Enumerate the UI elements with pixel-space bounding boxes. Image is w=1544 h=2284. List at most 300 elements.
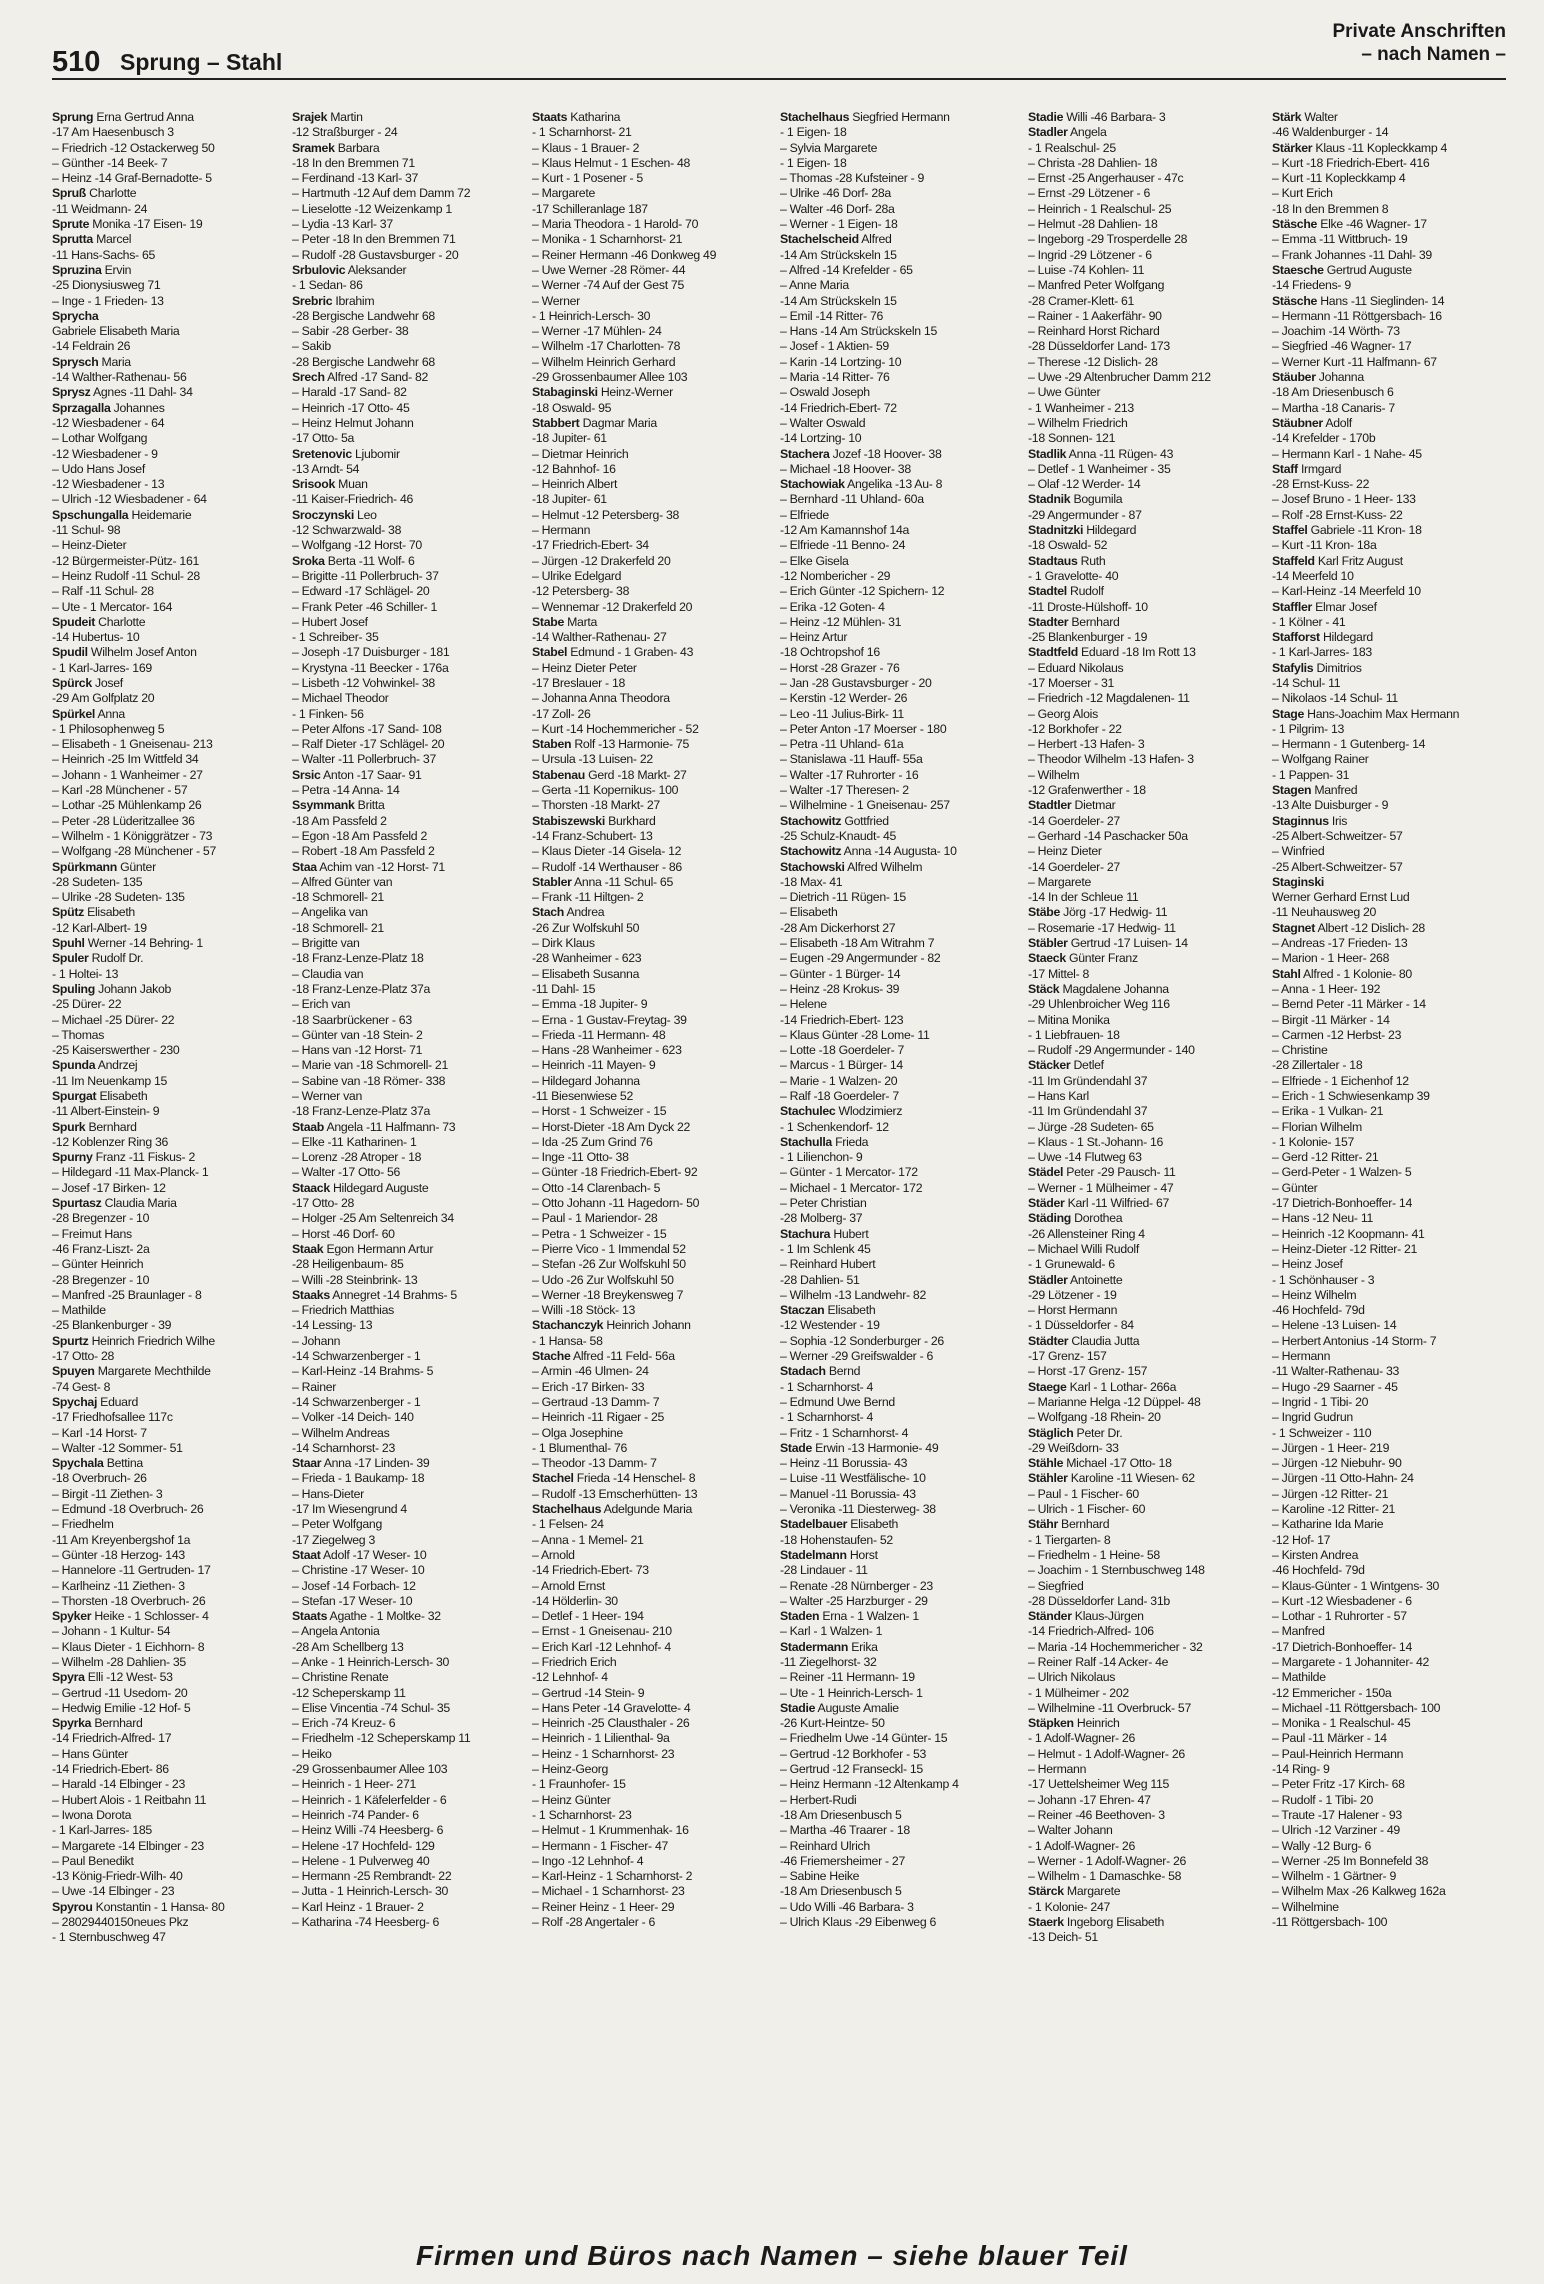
surname: Städter xyxy=(1028,1333,1069,1348)
directory-entry xyxy=(1028,1074,1262,1089)
entry-text: – Uwe Günter xyxy=(1028,385,1101,400)
surname: Stärker xyxy=(1272,140,1313,155)
directory-entry xyxy=(292,1074,526,1089)
entry-text: Charlotte xyxy=(86,186,137,201)
directory-entry xyxy=(1272,217,1506,232)
entry-text: -17 Uettelsheimer Weg 115 xyxy=(1028,1777,1170,1792)
directory-entry xyxy=(780,1731,1014,1746)
directory-entry xyxy=(532,1839,766,1854)
entry-text: – Ferdinand -13 Karl- 37 xyxy=(292,171,419,186)
directory-entry xyxy=(292,630,526,645)
directory-entry xyxy=(532,1441,766,1456)
entry-text: Willi -46 Barbara- 3 xyxy=(1063,110,1166,124)
surname: Stabe xyxy=(532,614,564,629)
surname: Sroczynski xyxy=(292,507,354,522)
surname: Stäbler xyxy=(1028,936,1068,951)
entry-text: Iris xyxy=(1328,813,1348,828)
directory-entry xyxy=(52,508,286,523)
entry-text: -12 Emmericher - 150a xyxy=(1272,1685,1392,1700)
directory-entry xyxy=(532,538,766,553)
directory-entry xyxy=(292,676,526,691)
directory-entry xyxy=(1272,554,1506,569)
directory-entry xyxy=(532,844,766,859)
entry-text: – Hartmuth -12 Auf dem Damm 72 xyxy=(292,186,471,201)
entry-text: – Hubert Josef xyxy=(292,614,368,629)
directory-entry xyxy=(780,661,1014,676)
directory-entry xyxy=(292,1410,526,1425)
entry-text: – Klaus Günter -28 Lome- 11 xyxy=(780,1027,930,1042)
entry-text: Katharina xyxy=(567,110,621,124)
entry-text: – Lotte -18 Goerdeler- 7 xyxy=(780,1043,905,1058)
directory-entry xyxy=(1272,1013,1506,1028)
directory-entry xyxy=(780,752,1014,767)
directory-entry xyxy=(52,1303,286,1318)
directory-entry xyxy=(532,967,766,982)
entry-text: Alfred Wilhelm xyxy=(844,859,923,874)
directory-entry xyxy=(292,1150,526,1165)
entry-text: -18 Ochtropshof 16 xyxy=(780,645,880,660)
entry-text: – Mitina Monika xyxy=(1028,1012,1110,1027)
entry-text: – Peter Fritz -17 Kirch- 68 xyxy=(1272,1777,1405,1792)
entry-text: – Rudolf -14 Werthauser - 86 xyxy=(532,859,682,874)
directory-entry xyxy=(52,982,286,997)
directory-entry xyxy=(292,1089,526,1104)
directory-entry xyxy=(1272,722,1506,737)
entry-text: – Jürgen - 1 Heer- 219 xyxy=(1272,1440,1390,1455)
directory-entry xyxy=(1028,1854,1262,1869)
surname: Stähler xyxy=(1028,1471,1068,1486)
entry-text: – Lisbeth -12 Vohwinkel- 38 xyxy=(292,675,435,690)
entry-text: – Klaus Helmut - 1 Eschen- 48 xyxy=(532,155,691,170)
entry-text: – Wilhelm Friedrich xyxy=(1028,415,1128,430)
entry-text: - 1 Scharnhorst- 23 xyxy=(532,1807,632,1822)
directory-entry xyxy=(1272,584,1506,599)
directory-entry xyxy=(1272,1242,1506,1257)
entry-text: Anna -17 Linden- 39 xyxy=(321,1456,430,1471)
entry-text: – Werner - 1 Adolf-Wagner- 26 xyxy=(1028,1853,1187,1868)
directory-entry xyxy=(1028,1655,1262,1670)
entry-text: -17 Otto- 28 xyxy=(292,1196,355,1211)
directory-entry xyxy=(532,1777,766,1792)
entry-text: Andrea xyxy=(564,905,605,920)
entry-text: -14 Walther-Rathenau- 56 xyxy=(52,370,187,385)
surname: Stadelmann xyxy=(780,1547,847,1562)
surname: Stärck xyxy=(1028,1884,1064,1899)
surname: Stachulla xyxy=(780,1134,832,1149)
entry-text: Josef xyxy=(91,675,123,690)
directory-entry xyxy=(52,554,286,569)
directory-entry xyxy=(532,385,766,400)
directory-entry xyxy=(292,1594,526,1609)
entry-text: – Heinz -12 Mühlen- 31 xyxy=(780,614,902,629)
directory-entry xyxy=(1028,829,1262,844)
directory-entry xyxy=(52,1089,286,1104)
directory-entry xyxy=(780,600,1014,615)
directory-entry xyxy=(52,1318,286,1333)
surname: Srebric xyxy=(292,293,333,308)
entry-text: - 1 Im Schlenk 45 xyxy=(780,1241,871,1256)
entry-text: Rolf -13 Harmonie- 75 xyxy=(571,737,689,752)
entry-text: – Friedhelm Uwe -14 Günter- 15 xyxy=(780,1731,948,1746)
directory-entry xyxy=(780,217,1014,232)
directory-entry xyxy=(532,1731,766,1746)
entry-text: Burkhard xyxy=(604,813,656,828)
directory-entry xyxy=(1028,1318,1262,1333)
directory-entry xyxy=(532,798,766,813)
directory-entry xyxy=(1028,1135,1262,1150)
surname: Stäcker xyxy=(1028,1058,1071,1073)
entry-text: – Birgit -11 Ziethen- 3 xyxy=(52,1486,163,1501)
surname: Spruzina xyxy=(52,262,102,277)
entry-text: Elmar Josef xyxy=(1311,599,1377,614)
directory-entry xyxy=(292,1854,526,1869)
entry-text: – Wilhelmine - 1 Gneisenau- 257 xyxy=(780,798,950,813)
entry-text: - 1 Karl-Jarres- 183 xyxy=(1272,645,1372,660)
directory-entry xyxy=(292,1670,526,1685)
directory-entry xyxy=(780,1533,1014,1548)
directory-entry xyxy=(52,1762,286,1777)
directory-entry xyxy=(1028,1594,1262,1609)
directory-entry xyxy=(780,707,1014,722)
directory-entry xyxy=(52,1793,286,1808)
directory-entry xyxy=(1028,1930,1262,1945)
entry-text: – Edward -17 Schlägel- 20 xyxy=(292,584,430,599)
directory-entry xyxy=(1028,1288,1262,1303)
directory-entry xyxy=(52,1364,286,1379)
entry-text: – Elise Vincentia -74 Schul- 35 xyxy=(292,1700,450,1715)
directory-entry xyxy=(292,554,526,569)
entry-text: Elisabeth xyxy=(824,1303,876,1318)
directory-entry xyxy=(52,783,286,798)
entry-text: – Josef - 1 Aktien- 59 xyxy=(780,339,889,354)
directory-entry xyxy=(780,1579,1014,1594)
entry-text: – Günter Heinrich xyxy=(52,1257,144,1272)
entry-text: – Peter Alfons -17 Sand- 108 xyxy=(292,721,442,736)
directory-entry xyxy=(1028,1517,1262,1532)
surname: Spyrou xyxy=(52,1899,93,1914)
directory-entry xyxy=(780,1839,1014,1854)
directory-entry xyxy=(1272,1089,1506,1104)
entry-text: – Katharina -74 Heesberg- 6 xyxy=(292,1915,440,1930)
entry-text: – Uwe -14 Elbinger - 23 xyxy=(52,1884,175,1899)
entry-text: – Ute - 1 Mercator- 164 xyxy=(52,599,173,614)
entry-text: Werner Gerhard Ernst Lud xyxy=(1272,890,1410,905)
entry-text: Gabriele Elisabeth Maria xyxy=(52,324,180,339)
entry-text: – Ingrid -29 Lötzener - 6 xyxy=(1028,247,1152,262)
entry-text: - 1 Hansa- 58 xyxy=(532,1333,603,1348)
directory-entry xyxy=(1028,508,1262,523)
directory-entry xyxy=(1272,1104,1506,1119)
entry-text: – Werner xyxy=(532,293,580,308)
directory-entry xyxy=(292,523,526,538)
directory-entry xyxy=(532,1579,766,1594)
entry-text: Anna -11 Schul- 65 xyxy=(571,874,673,889)
directory-entry xyxy=(780,630,1014,645)
entry-text: - 1 Kolonie- 157 xyxy=(1272,1134,1355,1149)
entry-text: -29 Grossenbaumer Allee 103 xyxy=(292,1762,448,1777)
directory-entry xyxy=(532,370,766,385)
surname: Staffel xyxy=(1272,523,1308,538)
surname: Srech xyxy=(292,370,325,385)
directory-entry xyxy=(1028,645,1262,660)
entry-text: – Reiner Hermann -46 Donkweg 49 xyxy=(532,247,717,262)
directory-entry xyxy=(1028,875,1262,890)
entry-text: – Ingeborg -29 Trosperdelle 28 xyxy=(1028,232,1188,247)
directory-entry xyxy=(1028,202,1262,217)
directory-entry xyxy=(1028,431,1262,446)
directory-entry xyxy=(52,1074,286,1089)
entry-text: – Traute -17 Halener - 93 xyxy=(1272,1807,1402,1822)
directory-entry xyxy=(1028,1150,1262,1165)
directory-entry xyxy=(1272,1441,1506,1456)
entry-text: -12 Wiesbadener - 64 xyxy=(52,415,165,430)
directory-entry xyxy=(52,707,286,722)
directory-entry xyxy=(532,1563,766,1578)
directory-entry xyxy=(780,538,1014,553)
surname: Spürck xyxy=(52,675,92,690)
entry-text: – Helmut - 1 Krummenhak- 16 xyxy=(532,1823,689,1838)
entry-text: -18 Jupiter- 61 xyxy=(532,492,607,507)
entry-text: – Karl - 1 Walzen- 1 xyxy=(780,1624,883,1639)
directory-entry xyxy=(1028,477,1262,492)
directory-entry xyxy=(1272,645,1506,660)
entry-text: – Paul - 1 Fischer- 60 xyxy=(1028,1486,1139,1501)
directory-entry xyxy=(1028,1900,1262,1915)
directory-entry xyxy=(780,447,1014,462)
entry-text: – Friedhelm -12 Scheperskamp 11 xyxy=(292,1731,471,1746)
directory-entry xyxy=(780,584,1014,599)
directory-entry xyxy=(52,1594,286,1609)
directory-entry xyxy=(52,661,286,676)
entry-text: – Christine -17 Weser- 10 xyxy=(292,1563,425,1578)
surname: Stadtfeld xyxy=(1028,645,1078,660)
directory-entry xyxy=(1028,1257,1262,1272)
entry-text: – Luise -74 Kohlen- 11 xyxy=(1028,262,1145,277)
directory-entry xyxy=(1028,737,1262,752)
directory-entry xyxy=(532,1227,766,1242)
directory-entry xyxy=(292,1731,526,1746)
entry-text: Albert -12 Dislich- 28 xyxy=(1315,920,1425,935)
directory-entry xyxy=(52,1288,286,1303)
entry-text: – Michael -11 Röttgersbach- 100 xyxy=(1272,1700,1441,1715)
entry-text: Peter -29 Pausch- 11 xyxy=(1063,1165,1176,1180)
surname: Staden xyxy=(780,1609,820,1624)
directory-entry xyxy=(52,339,286,354)
directory-entry xyxy=(292,1104,526,1119)
entry-text: -28 Ernst-Kuss- 22 xyxy=(1272,477,1370,492)
entry-text: – Hugo -29 Saarner - 45 xyxy=(1272,1379,1398,1394)
directory-entry xyxy=(292,1471,526,1486)
entry-text: Erna - 1 Walzen- 1 xyxy=(819,1609,919,1624)
directory-entry xyxy=(1028,1747,1262,1762)
entry-text: – Elfriede - 1 Eichenhof 12 xyxy=(1272,1073,1409,1088)
directory-entry xyxy=(780,1808,1014,1823)
entry-text: Karoline -11 Wiesen- 62 xyxy=(1067,1471,1195,1486)
directory-entry xyxy=(1028,661,1262,676)
entry-text: – Michael Theodor xyxy=(292,691,389,706)
entry-text: – Heinz Hermann -12 Altenkamp 4 xyxy=(780,1777,959,1792)
directory-entry xyxy=(1028,217,1262,232)
entry-text: -25 Dürer- 22 xyxy=(52,997,122,1012)
directory-entry xyxy=(532,737,766,752)
directory-entry xyxy=(780,462,1014,477)
entry-text: Elisabeth xyxy=(96,1089,148,1103)
directory-entry xyxy=(52,691,286,706)
surname: Stachelhaus xyxy=(532,1502,602,1517)
directory-entry xyxy=(1028,1165,1262,1180)
directory-entry xyxy=(532,1074,766,1089)
surname: Stach xyxy=(532,905,564,920)
directory-entry xyxy=(780,1563,1014,1578)
directory-entry xyxy=(1272,1043,1506,1058)
directory-entry xyxy=(1272,1609,1506,1624)
directory-entry xyxy=(1028,1227,1262,1242)
surname: Sroka xyxy=(292,553,325,568)
entry-text: – Günter van -18 Stein- 2 xyxy=(292,1027,423,1042)
directory-entry xyxy=(1028,814,1262,829)
directory-entry xyxy=(780,1364,1014,1379)
directory-entry xyxy=(292,431,526,446)
directory-entry xyxy=(1272,477,1506,492)
directory-entry xyxy=(1272,936,1506,951)
directory-entry xyxy=(1272,1288,1506,1303)
directory-entry xyxy=(52,1670,286,1685)
entry-text: – Ulrich - 1 Fischer- 60 xyxy=(1028,1502,1146,1517)
directory-entry xyxy=(292,1426,526,1441)
entry-text: -17 Ziegelweg 3 xyxy=(292,1532,375,1547)
directory-entry xyxy=(52,1441,286,1456)
entry-text: -11 Droste-Hülshoff- 10 xyxy=(1028,599,1148,614)
directory-entry xyxy=(1272,401,1506,416)
entry-text: – Joseph -17 Duisburger - 181 xyxy=(292,645,450,660)
surname: Stadelbauer xyxy=(780,1517,848,1532)
entry-text: – Peter Wolfgang xyxy=(292,1517,382,1532)
entry-text: – Sakib xyxy=(292,339,331,354)
directory-entry xyxy=(1028,1334,1262,1349)
surname: Spurtz xyxy=(52,1333,89,1348)
directory-entry xyxy=(1028,936,1262,951)
directory-entry xyxy=(1028,1487,1262,1502)
directory-entry xyxy=(1028,1211,1262,1226)
entry-text: – Horst - 1 Schweizer - 15 xyxy=(532,1104,667,1119)
directory-entry xyxy=(532,1686,766,1701)
directory-entry xyxy=(1272,1762,1506,1777)
directory-entry xyxy=(292,1334,526,1349)
directory-entry xyxy=(532,186,766,201)
directory-entry xyxy=(1272,263,1506,278)
entry-text: – Kurt Erich xyxy=(1272,186,1333,201)
entry-text: – Wennemar -12 Drakerfeld 20 xyxy=(532,599,693,614)
surname: Stabenau xyxy=(532,767,585,782)
surname: Stadter xyxy=(1028,614,1069,629)
surname: Spuler xyxy=(52,951,89,966)
entry-text: – Elfriede -11 Benno- 24 xyxy=(780,538,906,553)
directory-entry xyxy=(52,829,286,844)
directory-entry xyxy=(1272,707,1506,722)
entry-text: – Detlef - 1 Wanheimer - 35 xyxy=(1028,461,1171,476)
entry-text: – Rudolf - 1 Tibi- 20 xyxy=(1272,1792,1374,1807)
directory-entry xyxy=(1272,171,1506,186)
entry-text: Elli -12 West- 53 xyxy=(84,1670,173,1685)
directory-entry xyxy=(1272,1502,1506,1517)
entry-text: – Ulrich -12 Varziner - 49 xyxy=(1272,1823,1400,1838)
entry-text: -14 Am Strückskeln 15 xyxy=(780,247,897,262)
entry-text: – Jürge -28 Sudeten- 65 xyxy=(1028,1119,1154,1134)
entry-text: -29 Grossenbaumer Allee 103 xyxy=(532,370,688,385)
directory-entry xyxy=(292,722,526,737)
directory-entry xyxy=(1272,951,1506,966)
entry-text: Gertrud Auguste xyxy=(1323,262,1412,277)
entry-text: -12 Bahnhof- 16 xyxy=(532,461,616,476)
entry-text: – Jürgen -12 Drakerfeld 20 xyxy=(532,553,671,568)
directory-entry xyxy=(1028,1028,1262,1043)
surname: Spuling xyxy=(52,981,95,996)
directory-column xyxy=(1028,110,1262,1946)
directory-entry xyxy=(1028,1410,1262,1425)
entry-text: – Walter Johann xyxy=(1028,1823,1113,1838)
directory-entry xyxy=(1028,1793,1262,1808)
directory-entry xyxy=(1272,1471,1506,1486)
directory-entry xyxy=(532,600,766,615)
directory-entry xyxy=(1272,1808,1506,1823)
entry-text: -11 Im Gründendahl 37 xyxy=(1028,1104,1148,1119)
entry-text: Heinrich xyxy=(1073,1716,1120,1731)
directory-entry xyxy=(292,355,526,370)
surname: Spruß xyxy=(52,186,87,201)
directory-entry xyxy=(780,1502,1014,1517)
directory-entry xyxy=(532,1808,766,1823)
directory-entry xyxy=(1028,1808,1262,1823)
entry-text: Annegret -14 Brahms- 5 xyxy=(329,1287,457,1302)
directory-entry xyxy=(1028,1869,1262,1884)
entry-text: -28 Düsseldorfer Land- 31b xyxy=(1028,1593,1170,1608)
entry-text: – Kurt -12 Wiesbadener - 6 xyxy=(1272,1593,1412,1608)
entry-text: – Wilhelm Andreas xyxy=(292,1425,390,1440)
directory-entry xyxy=(292,569,526,584)
entry-text: – Hans-Dieter xyxy=(292,1486,364,1501)
surname: Stadie xyxy=(1028,110,1064,124)
entry-text: Claudia Jutta xyxy=(1068,1333,1140,1348)
directory-entry xyxy=(1272,1028,1506,1043)
directory-entry xyxy=(292,125,526,140)
entry-text: -12 Wiesbadener - 13 xyxy=(52,477,165,492)
directory-entry xyxy=(52,905,286,920)
directory-entry xyxy=(780,967,1014,982)
directory-entry xyxy=(52,645,286,660)
entry-text: – Paul Benedikt xyxy=(52,1853,134,1868)
entry-text: – Rudolf -28 Gustavsburger - 20 xyxy=(292,247,459,262)
entry-text: – Erika - 1 Vulkan- 21 xyxy=(1272,1104,1384,1119)
directory-entry xyxy=(532,217,766,232)
entry-text: – Helene xyxy=(780,997,827,1012)
directory-entry xyxy=(1028,1823,1262,1838)
directory-entry xyxy=(1272,1640,1506,1655)
directory-entry xyxy=(1028,1181,1262,1196)
directory-entry xyxy=(292,921,526,936)
entry-text: -13 Alte Duisburger - 9 xyxy=(1272,798,1389,813)
surname: Spyrka xyxy=(52,1716,92,1731)
directory-entry xyxy=(1272,186,1506,201)
entry-text: – Armin -46 Ulmen- 24 xyxy=(532,1364,649,1379)
entry-text: – Heinrich -11 Rigaer - 25 xyxy=(532,1410,665,1425)
entry-text: -46 Franz-Liszt- 2a xyxy=(52,1241,150,1256)
directory-entry xyxy=(532,110,766,125)
entry-text: – Bernd Peter -11 Märker - 14 xyxy=(1272,997,1426,1012)
entry-text: Agathe - 1 Moltke- 32 xyxy=(327,1609,441,1624)
entry-text: – Claudia van xyxy=(292,966,364,981)
entry-text: – Hermann xyxy=(1272,1349,1331,1364)
directory-entry xyxy=(292,1456,526,1471)
